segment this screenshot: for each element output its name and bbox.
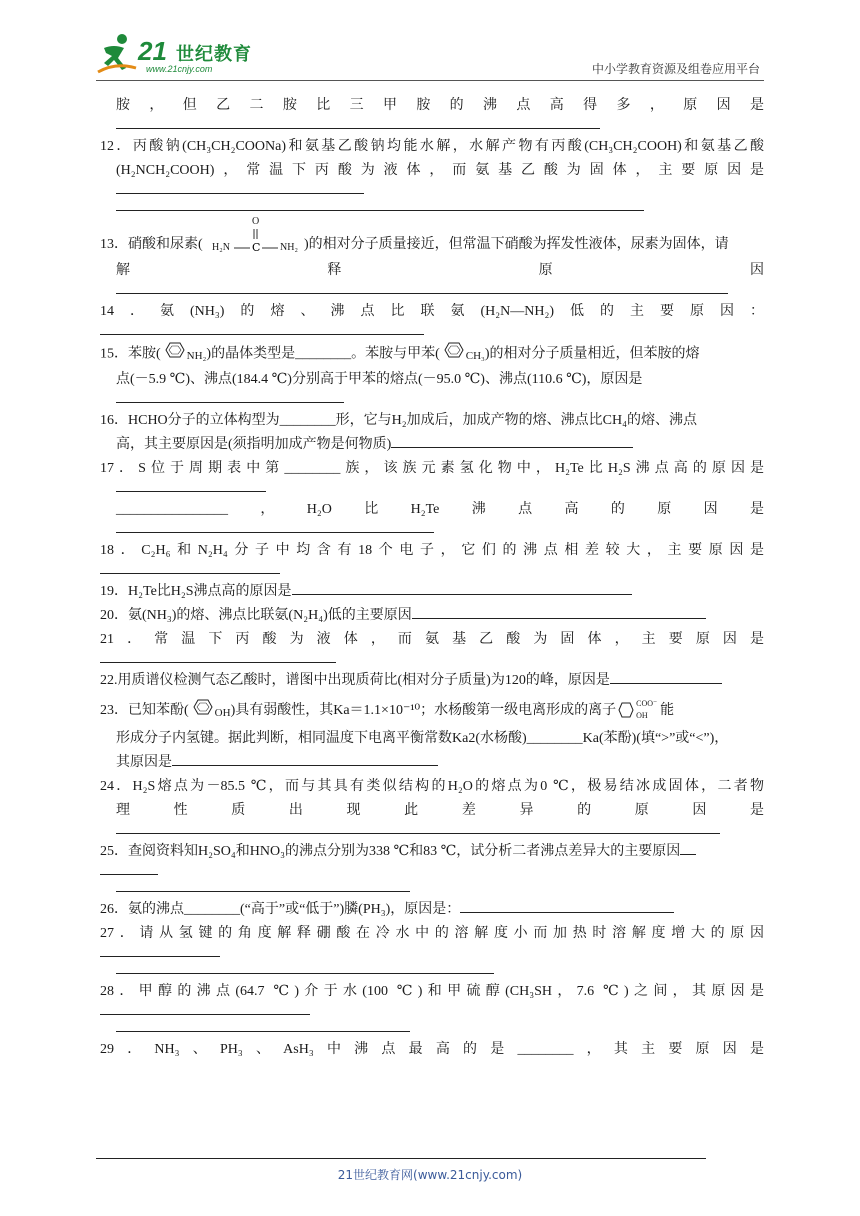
toluene-structure: CH₃ bbox=[440, 341, 485, 368]
logo-number: 21 bbox=[138, 36, 167, 66]
q17-text-2: ________________，H₂O比H₂Te沸点高的原因是 bbox=[116, 502, 764, 517]
q16-text-2: 高，其主要原因是(须指明加成产物是何物质) bbox=[116, 437, 392, 452]
answer-line bbox=[100, 946, 220, 957]
benzene-ring-icon bbox=[189, 698, 215, 716]
q25-text: 25．查阅资料知H₂SO₄和HNO₃的沸点分别为338 ℃和83 ℃，试分析二者沸点差异大的主要原因 bbox=[100, 844, 681, 859]
q25-line bbox=[100, 840, 764, 864]
answer-line bbox=[100, 864, 158, 875]
q20-line bbox=[100, 604, 764, 628]
platform-title: 中小学教育资源及组卷应用平台 bbox=[591, 62, 760, 76]
q19-text: 19．H₂Te比H₂S沸点高的原因是 bbox=[100, 584, 292, 599]
answer-line bbox=[172, 751, 438, 766]
answer-line bbox=[116, 118, 600, 129]
q13-text: 13．硝酸和尿素( bbox=[100, 237, 203, 252]
aniline-structure: NH₂ bbox=[161, 341, 207, 368]
q21-text: 21．常温下丙酸为液体，而氨基乙酸为固体，主要原因是 bbox=[100, 632, 764, 647]
answer-line bbox=[116, 183, 364, 194]
page-header bbox=[96, 30, 760, 82]
q22-text: 22.用质谱仪检测气态乙酸时，谱图中出现质荷比(相对分子质量)为120的峰，原因是 bbox=[100, 673, 610, 688]
q24-text: 24．H₂S熔点为－85.5 ℃，而与其具有类似结构的H₂O的熔点为0 ℃，极易结冰成固体，二者物 bbox=[100, 779, 764, 794]
answer-line bbox=[391, 433, 633, 448]
benzene-ring-icon bbox=[440, 341, 466, 359]
q15-text: 15．苯胺( bbox=[100, 346, 161, 362]
q24-text-2: 理性质出现此差异的原因是 bbox=[116, 803, 764, 818]
benzene-ring-icon bbox=[161, 341, 187, 359]
site-logo[interactable] bbox=[96, 30, 266, 76]
q23-text-5: 其原因是 bbox=[116, 755, 172, 770]
q19-line bbox=[100, 580, 764, 604]
answer-line bbox=[100, 652, 336, 663]
q17-text: 17．S位于周期表中第________族，该族元素氢化物中，H₂Te比H₂S沸点高的原因是 bbox=[100, 461, 764, 476]
answer-line bbox=[116, 1021, 410, 1032]
runner-icon bbox=[96, 32, 138, 76]
logo-url: www.21cnjy.com bbox=[146, 64, 213, 74]
q15-line-1 bbox=[100, 341, 764, 368]
answer-line bbox=[680, 840, 696, 855]
answer-line bbox=[292, 580, 632, 595]
q15-text-4: 点(－5.9 ℃)、沸点(184.4 ℃)分别高于甲苯的熔点(－95.0 ℃)、沸点(110.6 ℃)，原因是 bbox=[116, 372, 643, 387]
q14-text: 14．氨(NH₃)的熔、沸点比联氨(H₂N—NH₂)低的主要原因： bbox=[100, 304, 764, 319]
answer-line bbox=[610, 669, 722, 684]
answer-line bbox=[116, 522, 434, 533]
footer-divider bbox=[96, 1158, 706, 1159]
answer-line bbox=[460, 898, 674, 913]
phenol-structure: OH bbox=[189, 698, 231, 725]
page-footer[interactable]: 21世纪教育网(www.21cnjy.com) bbox=[337, 1168, 523, 1182]
urea-structure bbox=[208, 217, 300, 259]
answer-line bbox=[100, 1004, 310, 1015]
answer-line bbox=[116, 481, 266, 492]
answer-line bbox=[116, 200, 644, 211]
q27-text: 27．请从氢键的角度解释硼酸在冷水中的溶解度小而加热时溶解度增大的原因 bbox=[100, 926, 764, 941]
q13-text-2: )的相对分子质量接近，但常温下硝酸为挥发性液体，尿素为固体，请 bbox=[304, 237, 729, 252]
q18-text: 18．C₂H₆和N₂H₄分子中均含有18个电子，它们的沸点相差较大，主要原因是 bbox=[100, 543, 764, 558]
q23-text-3: 能 bbox=[660, 703, 675, 719]
q23-line-5 bbox=[100, 751, 764, 775]
answer-line bbox=[116, 963, 494, 974]
answer-line bbox=[116, 881, 410, 892]
answer-line bbox=[116, 283, 728, 294]
q15-text-3: )的相对分子质量相近，但苯胺的熔 bbox=[484, 346, 700, 362]
benzene-ring-icon bbox=[616, 697, 636, 723]
header-divider bbox=[96, 80, 764, 81]
urea-o: O bbox=[252, 216, 260, 227]
q23-text-2: )具有弱酸性，其Ka＝1.1×10⁻¹⁰；水杨酸第一级电离形成的离子 bbox=[230, 703, 617, 719]
salicylate-structure: COO⁻ OH bbox=[616, 697, 660, 725]
answer-line bbox=[116, 392, 344, 403]
q23-text: 23．已知苯酚( bbox=[100, 703, 189, 719]
question-list bbox=[100, 94, 764, 1062]
q16-line-2 bbox=[100, 433, 764, 457]
q23-text-4: 形成分子内氢键。据此判断，相同温度下电离平衡常数Ka2(水杨酸)________Ka(苯酚)(填“>”或“<”)， bbox=[116, 731, 729, 746]
q12-text-2: (H₂NCH₂COOH)，常温下丙酸为液体，而氨基乙酸为固体，主要原因是 bbox=[116, 163, 764, 178]
svg-text:C: C bbox=[252, 241, 261, 254]
answer-line bbox=[116, 823, 720, 834]
logo-text: 世纪教育 bbox=[176, 44, 252, 65]
q28-text: 28．甲醇的沸点(64.7 ℃)介于水(100 ℃)和甲硫醇(CH₃SH，7.6 ℃)之间，其原因是 bbox=[100, 984, 764, 999]
q16-text: 16．HCHO分子的立体构型为________形，它与H₂加成后，加成产物的熔、沸点比CH₄的熔、沸点 bbox=[100, 413, 697, 428]
urea-left: H₂N bbox=[212, 242, 230, 253]
answer-line bbox=[100, 324, 424, 335]
answer-line bbox=[412, 604, 706, 619]
urea-right: NH₂ bbox=[280, 242, 298, 253]
q23-line-1 bbox=[100, 697, 764, 727]
answer-line bbox=[100, 563, 280, 574]
q13-line-1 bbox=[100, 217, 764, 259]
q15-text-2: )的晶体类型是________。苯胺与甲苯( bbox=[206, 346, 440, 362]
q11-tail: 胺，但乙二胺比三甲胺的沸点高得多，原因是 bbox=[116, 98, 764, 113]
q29-text: 29．NH₃、PH₃、AsH₃中沸点最高的是________，其主要原因是 bbox=[100, 1042, 764, 1057]
q26-text: 26．氨的沸点________(“高于”或“低于”)膦(PH₃)，原因是： bbox=[100, 902, 461, 917]
q20-text: 20．氨(NH₃)的熔、沸点比联氨(N₂H₄)低的主要原因 bbox=[100, 608, 412, 623]
q13-text-3: 解释原因 bbox=[116, 263, 764, 278]
q26-line bbox=[100, 898, 764, 922]
q22-line bbox=[100, 669, 764, 693]
q12-text: 12．丙酸钠(CH₃CH₂COONa)和氨基乙酸钠均能水解，水解产物有丙酸(CH₃CH₂COOH)和氨基乙酸 bbox=[100, 139, 764, 154]
